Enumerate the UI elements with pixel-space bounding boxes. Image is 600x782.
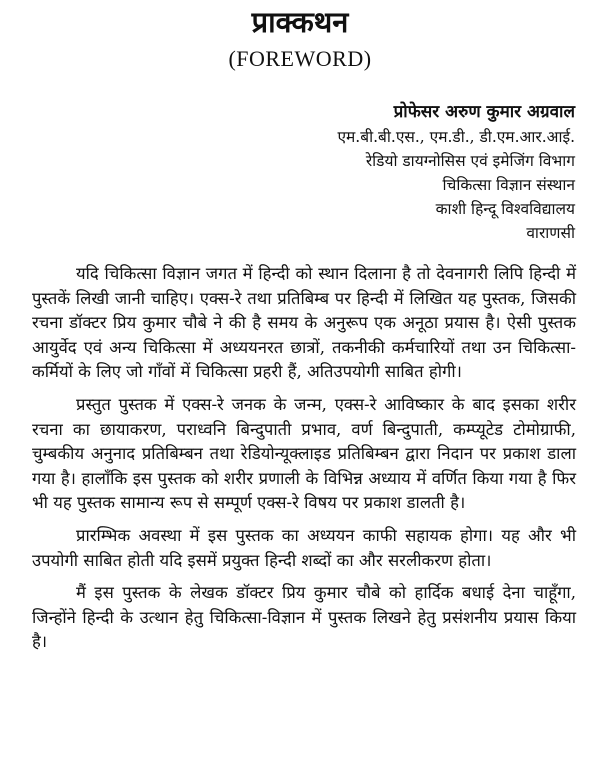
author-institute: चिकित्सा विज्ञान संस्थान bbox=[442, 176, 575, 194]
author-city: वाराणसी bbox=[526, 224, 575, 242]
page-title: प्राक्कथन bbox=[251, 5, 349, 39]
author-degrees: एम.बी.बी.एस., एम.डी., डी.एम.आर.आई. bbox=[337, 128, 575, 146]
paragraph: प्रारम्भिक अवस्था में इस पुस्तक का अध्ययन काफी सहायक होगा। यह और भी उपयोगी साबित होती यदि इसमें प्रयुक्त हिन्दी शब्दों का और सरलीकरण होता। bbox=[32, 525, 576, 570]
paragraph: यदि चिकित्सा विज्ञान जगत में हिन्दी को स्थान दिलाना है तो देवनागरी लिपि हिन्दी में पुस्तकें लिखी जानी चाहिए। एक्स-रे तथा प्रतिबिम्ब पर हिन्दी में लिखित यह पुस्तक, जिसकी रचना डॉक्टर प्रिय कुमार चौबे ने की है समय के अनुरूप एक अनूठा प्रयास है। ऐसी पुस्तक आयुर्वेद एवं अन्य चिकित्सा में अध्ययनरत छात्रों, तकनीकी कर्मचारियों तथा उन चिकित्सा-कर्मियों के लिए जो गाँवों में चिकित्सा प्रहरी हैं, अतिउपयोगी साबित होगी। bbox=[32, 264, 576, 382]
author-name: प्रोफेसर अरुण कुमार अग्रवाल bbox=[393, 102, 575, 122]
foreword-body bbox=[32, 262, 576, 663]
paragraph: मैं इस पुस्तक के लेखक डॉक्टर प्रिय कुमार चौबे को हार्दिक बधाई देना चाहूँगा, जिन्होंने हिन्दी के उत्थान हेतु चिकित्सा-विज्ञान में पुस्तक लिखने हेतु प्रसंशनीय प्रयास किया है। bbox=[32, 583, 576, 652]
author-department: रेडियो डायग्नोसिस एवं इमेजिंग विभाग bbox=[365, 152, 575, 170]
page-subtitle: (FOREWORD) bbox=[228, 46, 372, 71]
paragraph: प्रस्तुत पुस्तक में एक्स-रे जनक के जन्म, एक्स-रे आविष्कार के बाद इसका शरीर रचना का छायाकरण, पराध्वनि बिन्दुपाती प्रभाव, वर्ण बिन्दुपाती, कम्प्यूटेड टोमोग्राफी, चुम्बकीय अनुनाद प्रतिबिम्बन तथा रेडियोन्यूक्लाइड प्रतिबिम्बन द्वारा निदान पर प्रकाश डाला गया है। हालाँकि इस पुस्तक को शरीर प्रणाली के विभिन्न अध्याय में वर्णित किया गया है फिर भी यह पुस्तक सामान्य रूप से सम्पूर्ण एक्स-रे विषय पर प्रकाश डालती है। bbox=[32, 394, 576, 513]
author-university: काशी हिन्दू विश्वविद्यालय bbox=[435, 200, 575, 218]
author-block bbox=[295, 100, 575, 245]
